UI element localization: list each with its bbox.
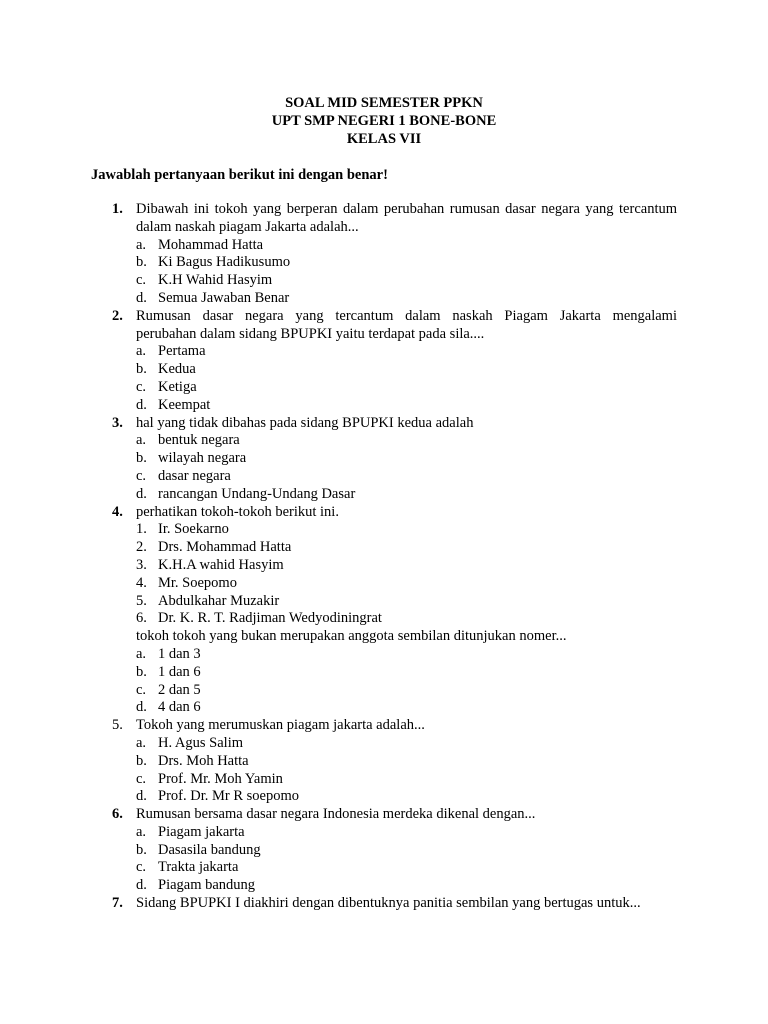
answer-option: [0, 397, 768, 415]
option-label: c.: [136, 272, 147, 289]
answer-option: [0, 735, 768, 753]
question-1: [0, 201, 768, 308]
option-label: c.: [136, 378, 147, 395]
option-label: b.: [136, 841, 147, 858]
option-label: a.: [136, 734, 147, 751]
question-3: [0, 415, 768, 504]
list-text: Drs. Mohammad Hatta: [158, 539, 292, 556]
option-label: d.: [136, 396, 147, 413]
option-text: Kedua: [158, 361, 196, 378]
answer-option: [0, 450, 768, 468]
option-label: b.: [136, 663, 147, 680]
instruction-text: Jawablah pertanyaan berikut ini dengan benar!: [91, 167, 388, 183]
question-2: [0, 308, 768, 415]
option-label: d.: [136, 788, 147, 805]
option-text: rancangan Undang-Undang Dasar: [158, 485, 356, 502]
option-label: d.: [136, 699, 147, 716]
answer-option: [0, 664, 768, 682]
question-continuation: tokoh tokoh yang bukan merupakan anggota sembilan ditunjukan nomer...: [136, 628, 567, 645]
figure-list-item: [0, 610, 768, 628]
question-number: 6.: [112, 806, 123, 823]
option-text: Mohammad Hatta: [158, 236, 264, 253]
option-label: a.: [136, 645, 147, 662]
answer-option: [0, 859, 768, 877]
answer-option: [0, 379, 768, 397]
option-label: b.: [136, 752, 147, 769]
option-text: Pertama: [158, 343, 206, 360]
answer-option: [0, 788, 768, 806]
option-text: Drs. Moh Hatta: [158, 752, 249, 769]
option-label: c.: [136, 770, 147, 787]
answer-option: [0, 361, 768, 379]
option-text: 1 dan 3: [158, 645, 201, 662]
exam-header: [0, 94, 768, 148]
option-text: H. Agus Salim: [158, 734, 243, 751]
exam-title: SOAL MID SEMESTER PPKN: [285, 95, 483, 111]
option-text: Dasasila bandung: [158, 841, 261, 858]
option-label: d.: [136, 289, 147, 306]
option-label: b.: [136, 254, 147, 271]
answer-option: [0, 272, 768, 290]
option-label: c.: [136, 467, 147, 484]
question-text: Dibawah ini tokoh yang berperan dalam perubahan rumusan dasar negara yang tercantum: [136, 201, 677, 217]
figure-list-item: [0, 593, 768, 611]
option-text: dasar negara: [158, 467, 231, 484]
option-text: wilayah negara: [158, 450, 247, 467]
option-label: a.: [136, 236, 147, 253]
question-7: [0, 895, 768, 913]
figure-list-item: [0, 521, 768, 539]
question-number: 5.: [112, 717, 123, 734]
list-text: Dr. K. R. T. Radjiman Wedyodiningrat: [158, 610, 382, 627]
option-label: d.: [136, 877, 147, 894]
option-text: Semua Jawaban Benar: [158, 289, 290, 306]
answer-option: [0, 343, 768, 361]
answer-option: [0, 682, 768, 700]
question-text: dalam naskah piagam Jakarta adalah...: [136, 218, 359, 235]
list-text: Ir. Soekarno: [158, 521, 229, 538]
option-text: Ketiga: [158, 378, 197, 395]
answer-option: [0, 877, 768, 895]
option-text: 1 dan 6: [158, 663, 201, 680]
option-text: bentuk negara: [158, 432, 240, 449]
list-number: 2.: [136, 539, 147, 556]
list-text: K.H.A wahid Hasyim: [158, 556, 284, 573]
question-text: Sidang BPUPKI I diakhiri dengan dibentuknya panitia sembilan yang bertugas untuk...: [136, 895, 641, 912]
question-4: [0, 504, 768, 718]
question-text: Tokoh yang merumuskan piagam jakarta adalah...: [136, 717, 425, 734]
option-label: a.: [136, 823, 147, 840]
list-number: 5.: [136, 592, 147, 609]
school-name: UPT SMP NEGERI 1 BONE-BONE: [271, 113, 497, 129]
figure-list-item: [0, 539, 768, 557]
option-text: Prof. Mr. Moh Yamin: [158, 770, 283, 787]
option-label: b.: [136, 450, 147, 467]
answer-option: [0, 646, 768, 664]
option-text: K.H Wahid Hasyim: [158, 272, 273, 289]
answer-option: [0, 824, 768, 842]
answer-option: [0, 254, 768, 272]
option-text: Prof. Dr. Mr R soepomo: [158, 788, 299, 805]
list-number: 3.: [136, 556, 147, 573]
option-label: c.: [136, 681, 147, 698]
option-label: b.: [136, 361, 147, 378]
option-text: Trakta jakarta: [158, 859, 239, 876]
answer-option: [0, 486, 768, 504]
option-label: c.: [136, 859, 147, 876]
question-5: [0, 717, 768, 806]
list-number: 1.: [136, 521, 147, 538]
figure-list-item: [0, 557, 768, 575]
question-text: perubahan dalam sidang BPUPKI yaitu terdapat pada sila....: [136, 325, 485, 342]
class-level: KELAS VII: [346, 131, 422, 147]
question-list: [0, 201, 768, 913]
option-label: a.: [136, 432, 147, 449]
option-text: Ki Bagus Hadikusumo: [158, 254, 291, 271]
option-text: Piagam jakarta: [158, 823, 245, 840]
answer-option: [0, 699, 768, 717]
list-text: Mr. Soepomo: [158, 574, 237, 591]
question-number: 1.: [112, 201, 123, 217]
answer-option: [0, 432, 768, 450]
question-6: [0, 806, 768, 895]
answer-option: [0, 290, 768, 308]
option-text: Piagam bandung: [158, 877, 256, 894]
option-label: a.: [136, 343, 147, 360]
answer-option: [0, 468, 768, 486]
answer-option: [0, 237, 768, 255]
option-text: Keempat: [158, 396, 211, 413]
option-text: 2 dan 5: [158, 681, 201, 698]
question-number: 4.: [112, 503, 123, 520]
question-number: 2.: [112, 307, 123, 324]
question-text: hal yang tidak dibahas pada sidang BPUPKI kedua adalah: [136, 414, 474, 431]
question-number: 3.: [112, 414, 123, 431]
question-text: Rumusan bersama dasar negara Indonesia merdeka dikenal dengan...: [136, 806, 536, 823]
figure-list-item: [0, 575, 768, 593]
question-text: perhatikan tokoh-tokoh berikut ini.: [136, 503, 339, 520]
answer-option: [0, 771, 768, 789]
answer-option: [0, 842, 768, 860]
question-number: 7.: [112, 895, 123, 912]
option-text: 4 dan 6: [158, 699, 201, 716]
list-text: Abdulkahar Muzakir: [158, 592, 280, 609]
answer-option: [0, 753, 768, 771]
question-text: Rumusan dasar negara yang tercantum dalam naskah Piagam Jakarta mengalami: [136, 307, 677, 324]
list-number: 4.: [136, 574, 147, 591]
list-number: 6.: [136, 610, 147, 627]
option-label: d.: [136, 485, 147, 502]
